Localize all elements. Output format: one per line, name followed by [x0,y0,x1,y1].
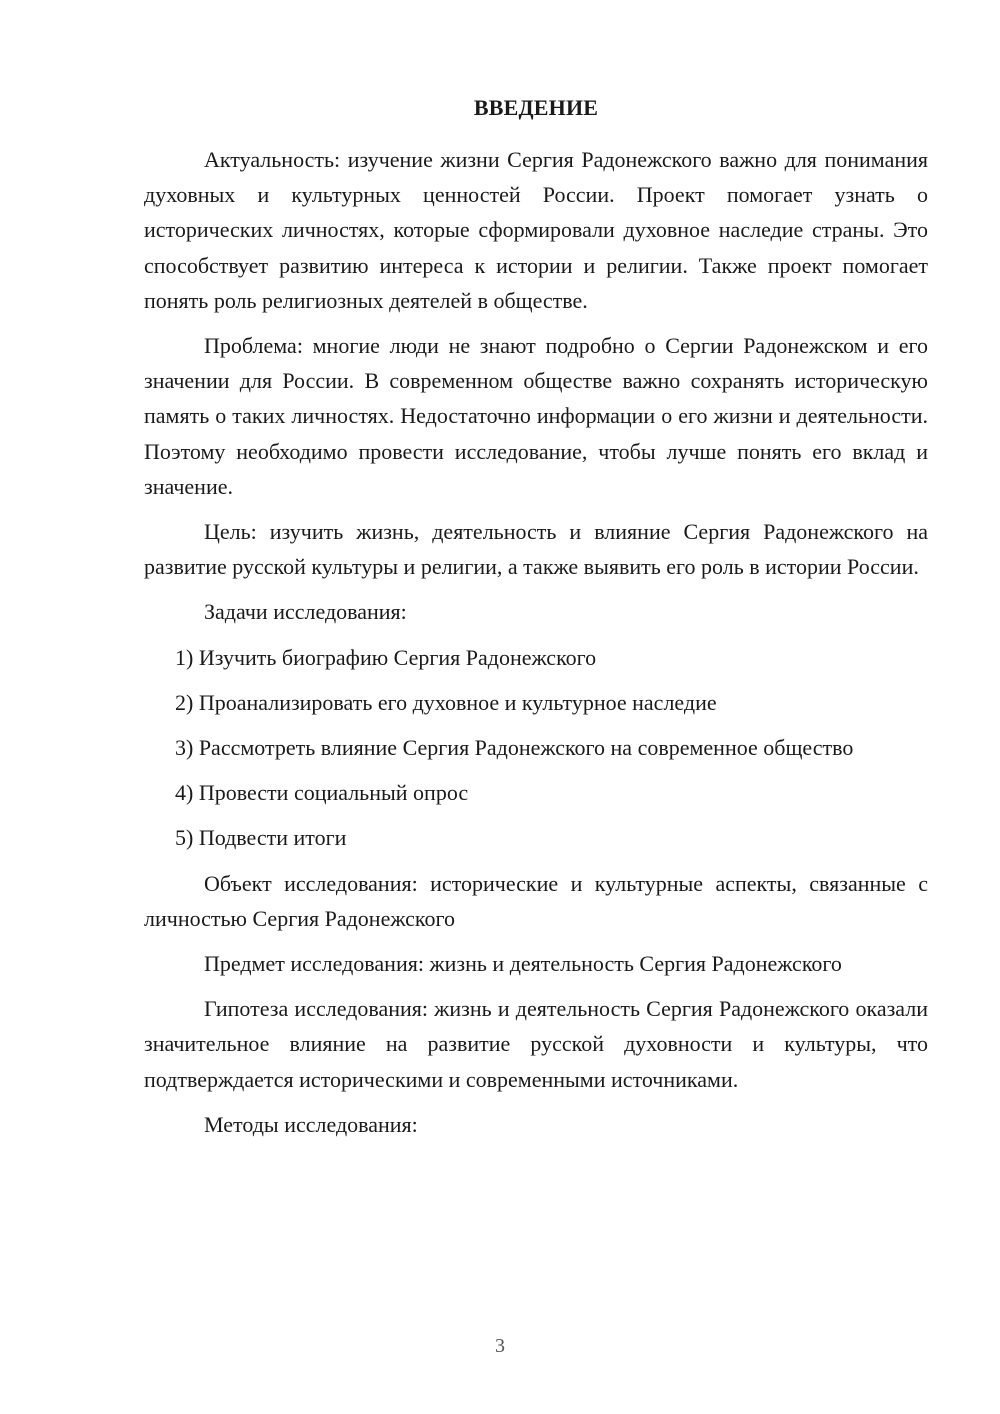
task-item-2: 2) Проанализировать его духовное и культурное наследие [175,689,717,715]
document-page [144,92,928,1152]
task-item-4: 4) Провести социальный опрос [175,780,469,806]
tasks-title: Задачи исследования: [204,599,407,625]
page-number: 3 [495,1335,505,1357]
relevance-paragraph: Актуальность: изучение жизни Сергия Радонежского важно для понимания духовных и культурных ценностей России. Проект помогает узнать о исторических личностях, которые сформировали духовное наследие страны. Это способствует развитию интереса к истории и религии. Также проект помогает понять роль религиозных деятелей в обществе. [144,147,928,313]
hypothesis-paragraph: Гипотеза исследования: жизнь и деятельность Сергия Радонежского оказали значительное влияние на развитие русской духовности и культуры, что подтверждается историческими и современными источниками. [144,996,928,1092]
subject-paragraph: Предмет исследования: жизнь и деятельность Сергия Радонежского [204,951,842,977]
object-paragraph: Объект исследования: исторические и культурные аспекты, связанные с личностью Сергия Радонежского [144,870,928,931]
task-item-5: 5) Подвести итоги [175,825,347,851]
task-item-3: 3) Рассмотреть влияние Сергия Радонежского на современное общество [175,735,854,761]
goal-paragraph: Цель: изучить жизнь, деятельность и влияние Сергия Радонежского на развитие русской культуры и религии, а также выявить его роль в истории России. [144,519,928,580]
page-heading: ВВЕДЕНИЕ [473,95,599,120]
task-item-1: 1) Изучить биографию Сергия Радонежского [175,644,597,670]
problem-paragraph: Проблема: многие люди не знают подробно о Сергии Радонежском и его значении для России. В современном обществе важно сохранять историческую память о таких личностях. Недостаточно информации о его жизни и деятельности. Поэтому необходимо провести исследование, чтобы лучше понять его вклад и значение. [144,333,928,499]
methods-title: Методы исследования: [204,1111,418,1137]
